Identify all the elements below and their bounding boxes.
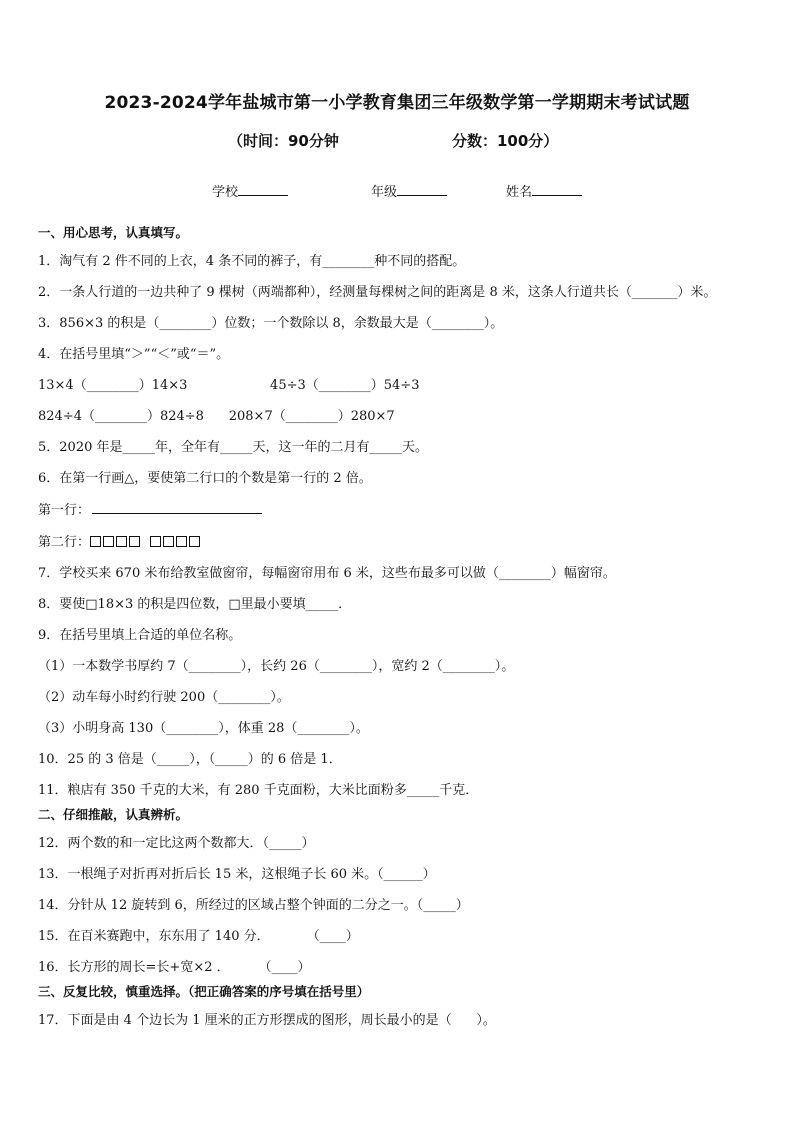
exam-time: （时间：90分钟 [228, 132, 339, 150]
section-2-heading: 二、仔细推敲，认真辨析。 [38, 807, 189, 822]
row-1-label: 第一行： [38, 503, 91, 518]
name-blank [532, 182, 582, 196]
grade-label: 年级 [371, 185, 398, 200]
exam-score: 分数：100分） [452, 132, 559, 150]
squares-group-1 [90, 535, 142, 550]
section-1-heading: 一、用心思考，认真填写。 [38, 225, 189, 240]
question-4-row-1: 13×4（________）14×3 45÷3（________）54÷3 [38, 378, 420, 393]
question-6-row-2 [38, 531, 202, 550]
square-icon [90, 536, 101, 547]
question-14: 14．分针从 12 旋转到 6，所经过的区域占整个钟面的二分之一。（_____） [38, 898, 469, 913]
question-1: 1．淘气有 2 件不同的上衣，4 条不同的裤子，有________种不同的搭配。 [38, 254, 466, 269]
name-field [506, 181, 582, 200]
squares-group-2 [150, 535, 202, 550]
row-2-label: 第二行： [38, 535, 91, 550]
square-icon [163, 536, 174, 547]
question-2: 2．一条人行道的一边共种了 9 棵树（两端都种），经测量每棵树之间的距离是 8 米，这条人行道共长（_______）米。 [38, 285, 717, 300]
square-icon [189, 536, 200, 547]
question-9-part-2: （2）动车每小时约行驶 200（________）。 [38, 690, 290, 705]
question-4-row-2: 824÷4（________）824÷8 208×7（________）280×7 [38, 409, 395, 424]
grade-blank [397, 182, 447, 196]
square-icon [116, 536, 127, 547]
question-6-row-1 [38, 499, 262, 518]
square-icon [176, 536, 187, 547]
section-3-heading: 三、反复比较，慎重选择。（把正确答案的序号填在括号里） [38, 984, 370, 999]
question-15: 15．在百米赛跑中，东东用了 140 分． （____） [38, 929, 359, 944]
name-label: 姓名 [506, 185, 533, 200]
question-3: 3．856×3 的积是（________）位数；一个数除以 8，余数最大是（________）。 [38, 316, 504, 331]
question-11: 11．粮店有 350 千克的大米，有 280 千克面粉，大米比面粉多_____千克． [38, 783, 479, 798]
question-9: 9．在括号里填上合适的单位名称。 [38, 628, 242, 643]
question-7: 7．学校买来 670 米布给教室做窗帘，每幅窗帘用布 6 米，这些布最多可以做（________）幅窗帘。 [38, 566, 616, 581]
question-9-part-3: （3）小明身高 130（________），体重 28（________）。 [38, 721, 369, 736]
square-icon [103, 536, 114, 547]
question-16: 16．长方形的周长=长+宽×2 ． （____） [38, 960, 311, 975]
square-icon [150, 536, 161, 547]
school-blank [238, 182, 288, 196]
question-5: 5．2020 年是_____年，全年有_____天，这一年的二月有_____天。 [38, 440, 428, 455]
grade-field [371, 181, 447, 200]
question-8: 8．要使□18×3 的积是四位数，□里最小要填_____． [38, 597, 352, 612]
question-17: 17．下面是由 4 个边长为 1 厘米的正方形摆成的图形，周长最小的是（ ）。 [38, 1013, 496, 1028]
question-4: 4．在括号里填“＞”“＜”或“＝”。 [38, 347, 230, 362]
question-13: 13．一根绳子对折再对折后长 15 米，这根绳子长 60 米。（______） [38, 867, 436, 882]
question-12: 12．两个数的和一定比这两个数都大．（_____） [38, 836, 315, 851]
school-label: 学校 [212, 185, 239, 200]
question-9-part-1: （1）一本数学书厚约 7（________），长约 26（________），宽约 2（________）。 [38, 659, 515, 674]
question-6: 6．在第一行画△，要使第二行口的个数是第一行的 2 倍。 [38, 471, 372, 486]
row-1-answer-line [92, 501, 262, 514]
question-10: 10．25 的 3 倍是（_____），（_____）的 6 倍是 1． [38, 752, 342, 767]
square-icon [129, 536, 140, 547]
school-field [212, 181, 288, 200]
exam-title: 2023-2024学年盐城市第一小学教育集团三年级数学第一学期期末考试试题 [104, 93, 690, 113]
